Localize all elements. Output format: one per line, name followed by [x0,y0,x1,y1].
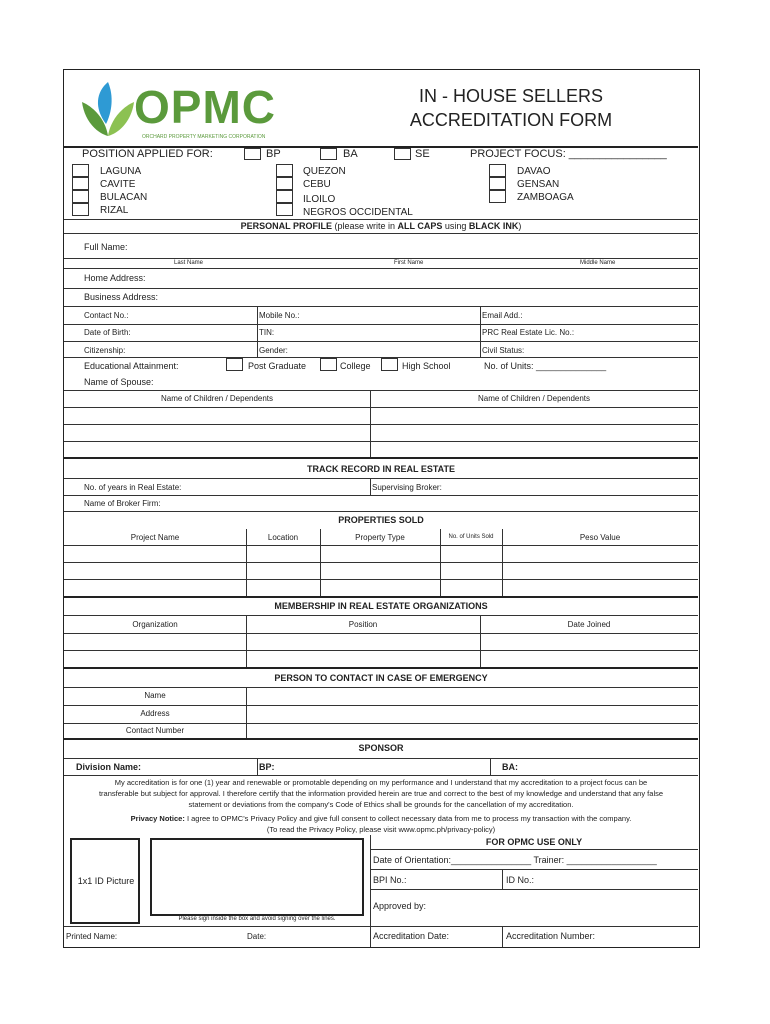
location-davao: DAVAO [517,166,551,177]
emergency-address-label: Address [140,709,170,718]
sponsor-ba-label: BA: [502,762,518,772]
signature-box[interactable] [150,838,364,916]
privacy-link-line[interactable]: (To read the Privacy Policy, please visit www.opmc.ph/privacy-policy) [266,825,496,834]
sign-note: Please sign inside the box and avoid signing over the lines. [178,916,336,922]
col-units-sold: No. of Units Sold [448,534,494,540]
children-header-left: Name of Children / Dependents [160,394,274,403]
personal-profile-header: PERSONAL PROFILE (please write in ALL CAPS using BLACK INK) [240,221,522,231]
col-property-type: Property Type [355,533,405,542]
location-iloilo: ILOILO [303,194,336,205]
location-gensan: GENSAN [517,179,560,190]
mobile-no-label: Mobile No.: [259,311,300,320]
first-name-label: First Name [394,260,424,266]
broker-firm-label: Name of Broker Firm: [84,499,161,508]
location-negros: NEGROS OCCIDENTAL [303,207,413,218]
id-no-label: ID No.: [506,875,535,885]
college-checkbox[interactable] [320,358,337,371]
high-school-checkbox[interactable] [381,358,398,371]
declaration-line1: My accreditation is for one (1) year and renewable or promotable depending on my performance and I understand that my accreditation to a project focus can be [114,778,648,787]
bulacan-checkbox[interactable] [72,190,89,203]
track-record-title: TRACK RECORD IN REAL ESTATE [306,464,455,474]
col-position: Position [348,620,378,629]
negros-checkbox[interactable] [276,203,293,216]
home-address-label: Home Address: [84,273,146,283]
education-label: Educational Attainment: [84,361,179,371]
privacy-text: I agree to OPMC's Privacy Policy and give full consent to collect necessary data from me to process my transaction with the company. [184,814,632,823]
col-peso-value: Peso Value [579,533,621,542]
col-organization: Organization [132,620,178,629]
cebu-checkbox[interactable] [276,177,293,190]
last-name-label: Last Name [174,260,204,266]
tin-label: TIN: [259,328,275,337]
email-label: Email Add.: [482,311,523,320]
location-rizal: RIZAL [100,205,129,216]
declaration [64,777,698,810]
davao-checkbox[interactable] [489,164,506,177]
spouse-label: Name of Spouse: [84,377,154,387]
zamboaga-checkbox[interactable] [489,190,506,203]
logo-text: OPMC [134,81,276,133]
rizal-checkbox[interactable] [72,203,89,216]
quezon-checkbox[interactable] [276,164,293,177]
contact-no-label: Contact No.: [84,311,129,320]
units-label[interactable]: No. of Units: ______________ [484,361,607,371]
title-line1: IN - HOUSE SELLERS [418,86,604,106]
post-graduate-label: Post Graduate [248,361,307,371]
business-address-label: Business Address: [84,292,159,302]
supervising-label: Supervising Broker: [372,483,442,492]
logo-tagline: ORCHARD PROPERTY MARKETING CORPORATION [142,134,266,140]
emergency-name-label: Name [144,691,166,700]
properties-title: PROPERTIES SOLD [338,515,424,525]
title-line2: ACCREDITATION FORM [409,110,613,130]
location-cavite: CAVITE [100,179,136,190]
bpi-no-label: BPI No.: [373,875,407,885]
ba-label: BA [343,148,358,160]
location-laguna: LAGUNA [100,166,142,177]
full-name-label: Full Name: [84,242,128,252]
privacy-notice [64,813,698,835]
middle-name-label: Middle Name [580,260,616,266]
approved-by-label: Approved by: [373,901,427,911]
bp-label: BP [266,148,281,160]
location-cebu: CEBU [303,179,331,190]
se-label: SE [415,148,430,160]
col-project-name: Project Name [130,533,180,542]
bp-checkbox[interactable] [244,148,261,160]
col-date-joined: Date Joined [567,620,611,629]
gender-label: Gender: [259,346,288,355]
declaration-line2: transferable but subject for approval. I therefore certify that the information provided herein are true and correct to the best of my knowledge and understand that any false [98,789,664,798]
prc-label: PRC Real Estate Lic. No.: [482,328,575,337]
accreditation-number-label: Accreditation Number: [506,931,596,941]
iloilo-checkbox[interactable] [276,190,293,203]
children-header-right: Name of Children / Dependents [477,394,591,403]
emergency-title: PERSON TO CONTACT IN CASE OF EMERGENCY [274,673,488,683]
position-label: POSITION APPLIED FOR: [82,148,213,160]
division-label: Division Name: [76,762,142,772]
leaf-logo-icon [78,78,138,140]
location-bulacan: BULACAN [100,192,148,203]
location-zamboaga: ZAMBOAGA [517,192,574,203]
high-school-label: High School [402,361,451,371]
sponsor-bp-label: BP: [259,762,275,772]
membership-title: MEMBERSHIP IN REAL ESTATE ORGANIZATIONS [274,601,488,611]
citizenship-label: Citizenship: [84,346,126,355]
accreditation-form [63,69,700,948]
privacy-bold: Privacy Notice: [130,814,185,823]
id-picture-label: 1x1 ID Picture [77,876,135,886]
gensan-checkbox[interactable] [489,177,506,190]
orientation-label[interactable]: Date of Orientation:________________ Trainer: __________________ [373,855,657,865]
declaration-line3: statement or deviations from the company's Code of Ethics shall be grounds for the cancellation of my accreditation. [188,800,574,809]
printed-name-label: Printed Name: [66,932,118,941]
emergency-contact-label: Contact Number [125,726,185,735]
cavite-checkbox[interactable] [72,177,89,190]
post-graduate-checkbox[interactable] [226,358,243,371]
se-checkbox[interactable] [394,148,411,160]
ba-checkbox[interactable] [320,148,337,160]
years-label: No. of years in Real Estate: [84,483,182,492]
opmc-use-title: FOR OPMC USE ONLY [485,837,583,847]
accreditation-date-label: Accreditation Date: [373,931,450,941]
sponsor-title: SPONSOR [358,743,404,753]
form-title [344,84,678,132]
id-picture-box[interactable] [70,838,140,924]
location-quezon: QUEZON [303,166,346,177]
col-location: Location [267,533,299,542]
civil-status-label: Civil Status: [482,346,525,355]
college-label: College [340,361,371,371]
opmc-logo [78,76,278,142]
date-label: Date: [247,932,267,941]
dob-label: Date of Birth: [84,328,131,337]
laguna-checkbox[interactable] [72,164,89,177]
project-focus-label[interactable]: PROJECT FOCUS: ________________ [470,148,667,160]
